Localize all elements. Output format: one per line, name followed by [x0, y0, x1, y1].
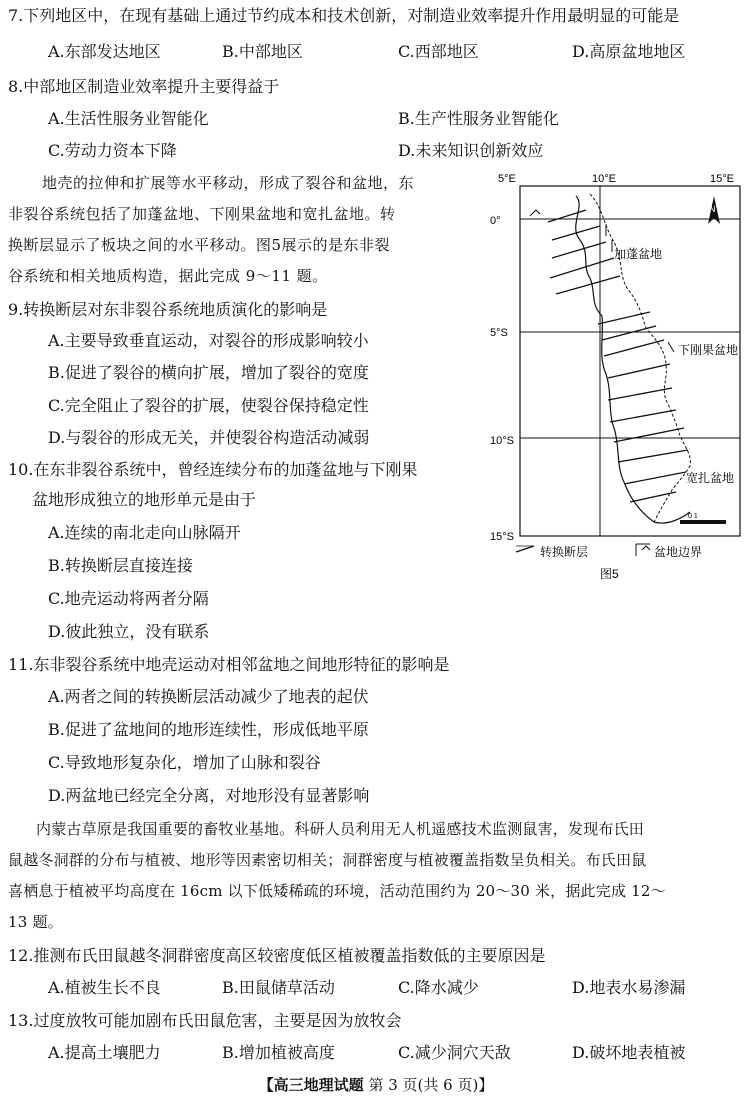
lat-label: 10°S	[490, 435, 514, 447]
q8-option-d: D.未来知识创新效应	[398, 141, 544, 160]
legend-fault-icon	[516, 546, 534, 552]
q12-option-d: D.地表水易渗漏	[572, 978, 686, 997]
lon-label: 5°E	[498, 173, 516, 185]
lat-label: 0°	[490, 215, 501, 227]
passage-1-line: 地壳的拉伸和扩展等水平移动，形成了裂谷和盆地，东	[42, 174, 415, 192]
q10-option-c: C.地壳运动将两者分隔	[48, 589, 209, 608]
q12-option-a: A.植被生长不良	[48, 978, 161, 997]
q8-option-b: B.生产性服务业智能化	[398, 109, 559, 128]
q13-stem: 13.过度放牧可能加剧布氏田鼠危害，主要是因为放牧会	[8, 1011, 402, 1030]
legend-boundary-icon	[636, 544, 650, 556]
q9-option-b: B.促进了裂谷的横向扩展，增加了裂谷的宽度	[48, 363, 369, 382]
footer-page: 第 3 页(共 6 页)】	[368, 1076, 494, 1094]
east-africa-rift-map	[490, 166, 746, 586]
q8-option-c: C.劳动力资本下降	[48, 141, 177, 160]
q7-stem: 7.下列地区中，在现有基础上通过节约成本和技术创新，对制造业效率提升作用最明显的可能是	[8, 6, 680, 25]
q13-option-b: B.增加植被高度	[222, 1043, 335, 1062]
passage-2-line: 13 题。	[8, 913, 63, 931]
basin-label-gabon: 加蓬盆地	[614, 247, 663, 261]
q7-option-a: A.东部发达地区	[48, 42, 161, 61]
q11-option-b: B.促进了盆地间的地形连续性，形成低地平原	[48, 720, 369, 739]
legend-fault-label: 转换断层	[540, 545, 589, 559]
passage-1-line: 谷系统和相关地质构造，据此完成 9～11 题。	[8, 267, 328, 285]
passage-2-line: 喜栖息于植被平均高度在 16cm 以下低矮稀疏的环境，活动范围约为 20～30 米，据此完成 12～	[8, 882, 666, 900]
q7-option-b: B.中部地区	[222, 42, 303, 61]
passage-1-line: 换断层显示了板块之间的水平移动。图5展示的是东非裂	[8, 236, 391, 254]
passage-1-line: 非裂谷系统包括了加蓬盆地、下刚果盆地和宽扎盆地。转	[8, 205, 396, 223]
q11-stem: 11.东非裂谷系统中地壳运动对相邻盆地之间地形特征的影响是	[8, 655, 450, 674]
legend-boundary-label: 盆地边界	[654, 545, 703, 559]
north-symbol: N	[709, 204, 716, 214]
q13-option-d: D.破坏地表植被	[572, 1043, 686, 1062]
q12-stem: 12.推测布氏田鼠越冬洞群密度高区较密度低区植被覆盖指数低的主要原因是	[8, 946, 546, 965]
fault-ticks	[606, 224, 674, 352]
q7-option-c: C.西部地区	[398, 42, 479, 61]
lon-label: 10°E	[592, 173, 616, 185]
q12-option-b: B.田鼠储草活动	[222, 978, 335, 997]
passage-2-line: 鼠越冬洞群的分布与植被、地形等因素密切相关；洞群密度与植被覆盖指数呈负相关。布氏田鼠	[8, 851, 647, 869]
q9-stem: 9.转换断层对东非裂谷系统地质演化的影响是	[8, 300, 328, 319]
q9-option-d: D.与裂谷的形成无关，并使裂谷构造活动减弱	[48, 428, 370, 447]
q10-stem-line-2: 盆地形成独立的地形单元是由于	[32, 490, 257, 509]
q13-option-a: A.提高土壤肥力	[48, 1043, 161, 1062]
q9-option-c: C.完全阻止了裂谷的扩展，使裂谷保持稳定性	[48, 396, 369, 415]
passage-2	[8, 814, 744, 938]
north-arrow-icon	[708, 196, 720, 224]
q9-option-a: A.主要导致垂直运动，对裂谷的形成影响较小	[48, 331, 369, 350]
q8-stem: 8.中部地区制造业效率提升主要得益于	[8, 77, 280, 96]
q11-option-a: A.两者之间的转换断层活动减少了地表的起伏	[48, 687, 369, 706]
figure-5-map	[490, 166, 746, 586]
passage-1	[8, 168, 478, 292]
q13-option-c: C.减少洞穴天敌	[398, 1043, 511, 1062]
basin-label-kwanza: 宽扎盆地	[686, 471, 735, 485]
q10-option-a: A.连续的南北走向山脉隔开	[48, 523, 241, 542]
lat-label: 5°S	[490, 327, 508, 339]
lon-label: 15°E	[710, 173, 734, 185]
q7-option-d: D.高原盆地地区	[572, 42, 686, 61]
island-mark	[530, 210, 540, 216]
footer-title: 【高三地理试题	[258, 1076, 364, 1094]
q11-option-d: D.两盆地已经完全分离，对地形没有显著影响	[48, 786, 370, 805]
passage-2-line: 内蒙古草原是我国重要的畜牧业基地。科研人员利用无人机遥感技术监测鼠害，发现布氏田	[36, 820, 645, 838]
q12-option-c: C.降水减少	[398, 978, 479, 997]
q10-option-b: B.转换断层直接连接	[48, 556, 193, 575]
page-footer	[0, 1075, 752, 1095]
basin-label-lower-congo: 下刚果盆地	[678, 343, 739, 357]
legend	[516, 544, 702, 559]
q10-option-d: D.彼此独立，没有联系	[48, 622, 210, 641]
q11-option-c: C.导致地形复杂化，增加了山脉和裂谷	[48, 753, 321, 772]
figure-caption: 图5	[600, 567, 619, 581]
scale-text: 0 1	[688, 513, 698, 520]
q10-stem-line-1: 10.在东非裂谷系统中，曾经连续分布的加蓬盆地与下刚果	[8, 460, 418, 479]
basin-boundary	[590, 194, 690, 522]
q8-option-a: A.生活性服务业智能化	[48, 109, 209, 128]
lat-label: 15°S	[490, 531, 514, 543]
